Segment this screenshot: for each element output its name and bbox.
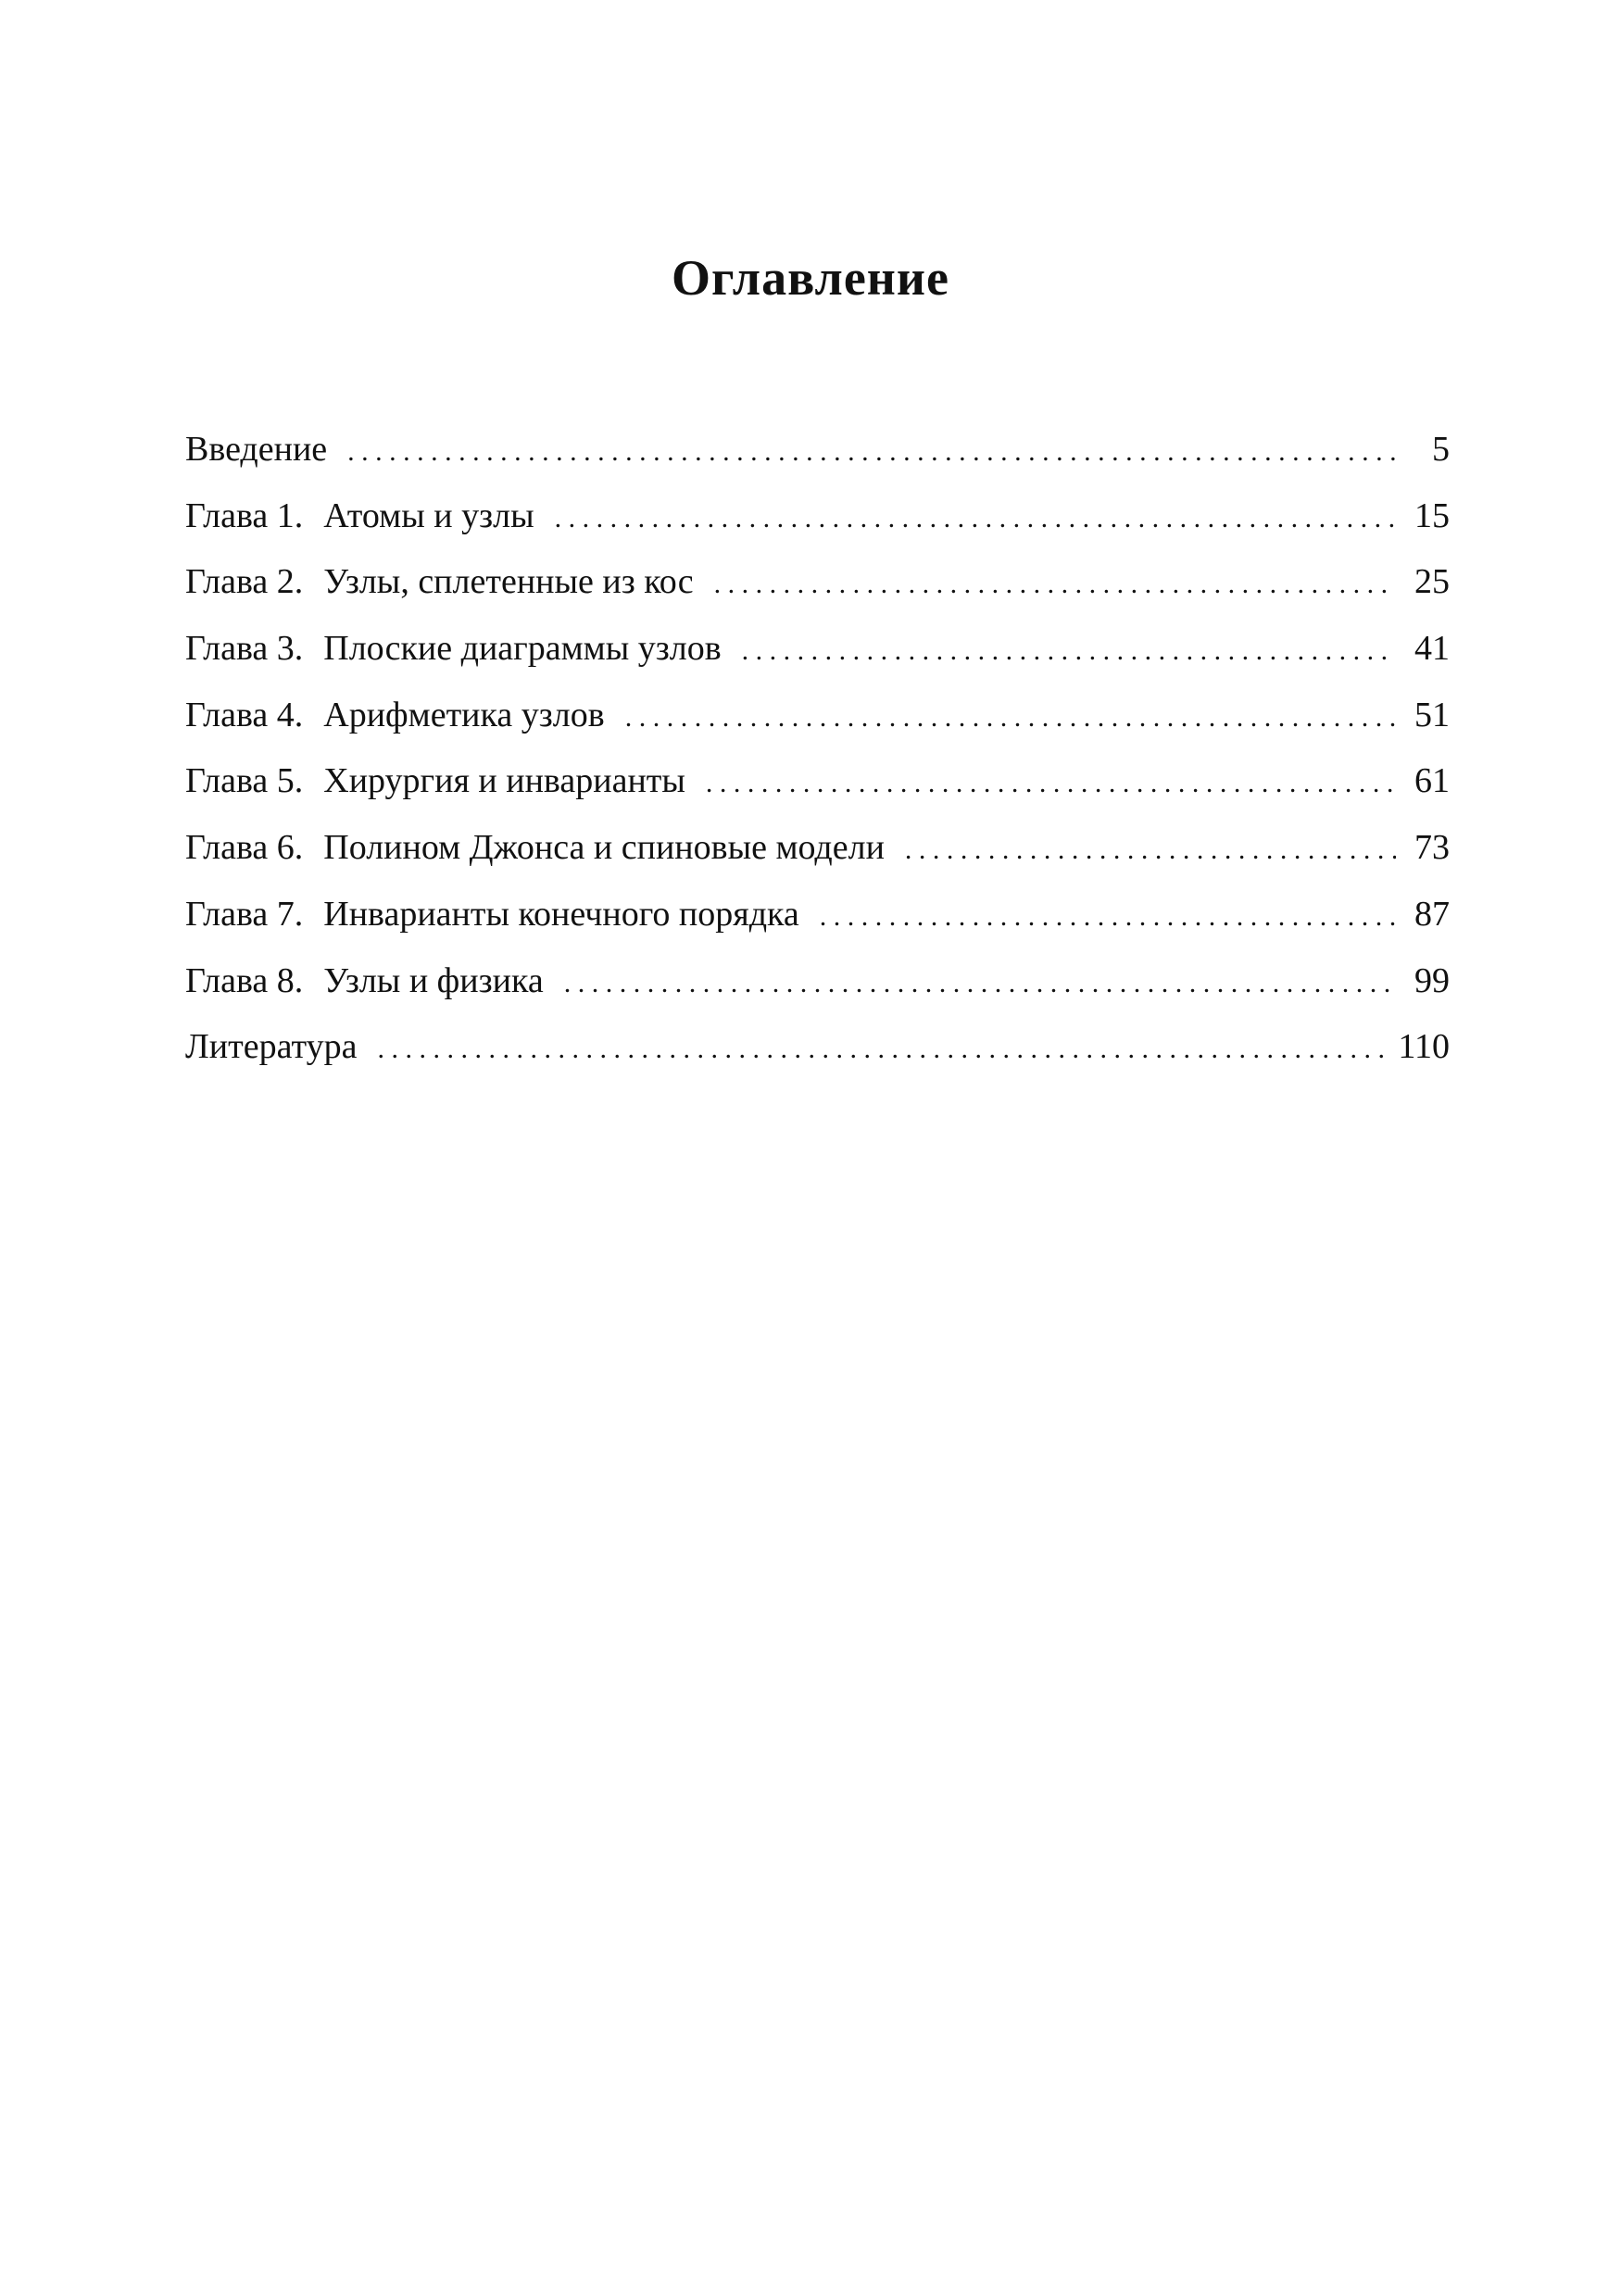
dot-leader xyxy=(564,960,1396,1008)
toc-entry-prefix: Глава 3. xyxy=(185,629,304,669)
toc-entry-chapter-4[interactable] xyxy=(185,691,1450,758)
toc-entry-prefix: Глава 6. xyxy=(185,828,304,868)
dot-leader xyxy=(820,893,1396,941)
dot-leader xyxy=(905,826,1396,874)
toc-entry-chapter-7[interactable] xyxy=(185,890,1450,957)
toc-entry-title: Узлы и физика xyxy=(323,960,544,1000)
toc-entry-title: Плоские диаграммы узлов xyxy=(323,629,722,669)
toc-entry-chapter-8[interactable] xyxy=(185,957,1450,1023)
toc-entry-page: 110 xyxy=(1398,1027,1450,1067)
toc-entry-page: 25 xyxy=(1414,562,1450,602)
toc-entry-chapter-3[interactable] xyxy=(185,624,1450,691)
dot-leader xyxy=(625,694,1396,742)
toc-entry-page: 51 xyxy=(1414,695,1450,734)
toc-entry-title: Арифметика узлов xyxy=(323,695,605,734)
toc-entry-prefix: Глава 1. xyxy=(185,496,304,535)
page-title: Оглавление xyxy=(672,250,949,307)
toc-entry-title: Введение xyxy=(185,430,328,469)
toc-entry-page: 99 xyxy=(1414,960,1450,1000)
toc-entry-page: 15 xyxy=(1414,496,1450,535)
dot-leader xyxy=(714,560,1396,609)
dot-leader xyxy=(347,428,1396,476)
toc-entry-prefix: Глава 8. xyxy=(185,960,304,1000)
toc-entry-references[interactable] xyxy=(185,1023,1450,1089)
toc-entry-chapter-2[interactable] xyxy=(185,558,1450,624)
table-of-contents xyxy=(185,425,1450,1089)
toc-entry-page: 41 xyxy=(1414,629,1450,669)
toc-entry-title: Узлы, сплетенные из кос xyxy=(323,562,694,602)
toc-entry-introduction[interactable] xyxy=(185,425,1450,492)
toc-entry-page: 73 xyxy=(1414,828,1450,868)
dot-leader xyxy=(742,627,1396,675)
toc-entry-prefix: Глава 7. xyxy=(185,894,304,934)
toc-entry-chapter-5[interactable] xyxy=(185,757,1450,823)
toc-entry-title: Полином Джонса и спиновые модели xyxy=(323,828,885,868)
dot-leader xyxy=(377,1025,1385,1073)
toc-entry-chapter-6[interactable] xyxy=(185,823,1450,890)
dot-leader xyxy=(706,759,1396,808)
toc-entry-title: Атомы и узлы xyxy=(323,496,534,535)
toc-entry-page: 87 xyxy=(1414,894,1450,934)
toc-entry-title: Литература xyxy=(185,1027,358,1067)
toc-entry-prefix: Глава 4. xyxy=(185,695,304,734)
toc-entry-page: 61 xyxy=(1414,761,1450,801)
toc-entry-page: 5 xyxy=(1432,430,1450,469)
toc-entry-title: Хирургия и инварианты xyxy=(323,761,685,801)
toc-entry-chapter-1[interactable] xyxy=(185,492,1450,558)
toc-entry-title: Инварианты конечного порядка xyxy=(323,894,799,934)
toc-entry-prefix: Глава 5. xyxy=(185,761,304,801)
toc-entry-prefix: Глава 2. xyxy=(185,562,304,602)
dot-leader xyxy=(555,495,1396,543)
